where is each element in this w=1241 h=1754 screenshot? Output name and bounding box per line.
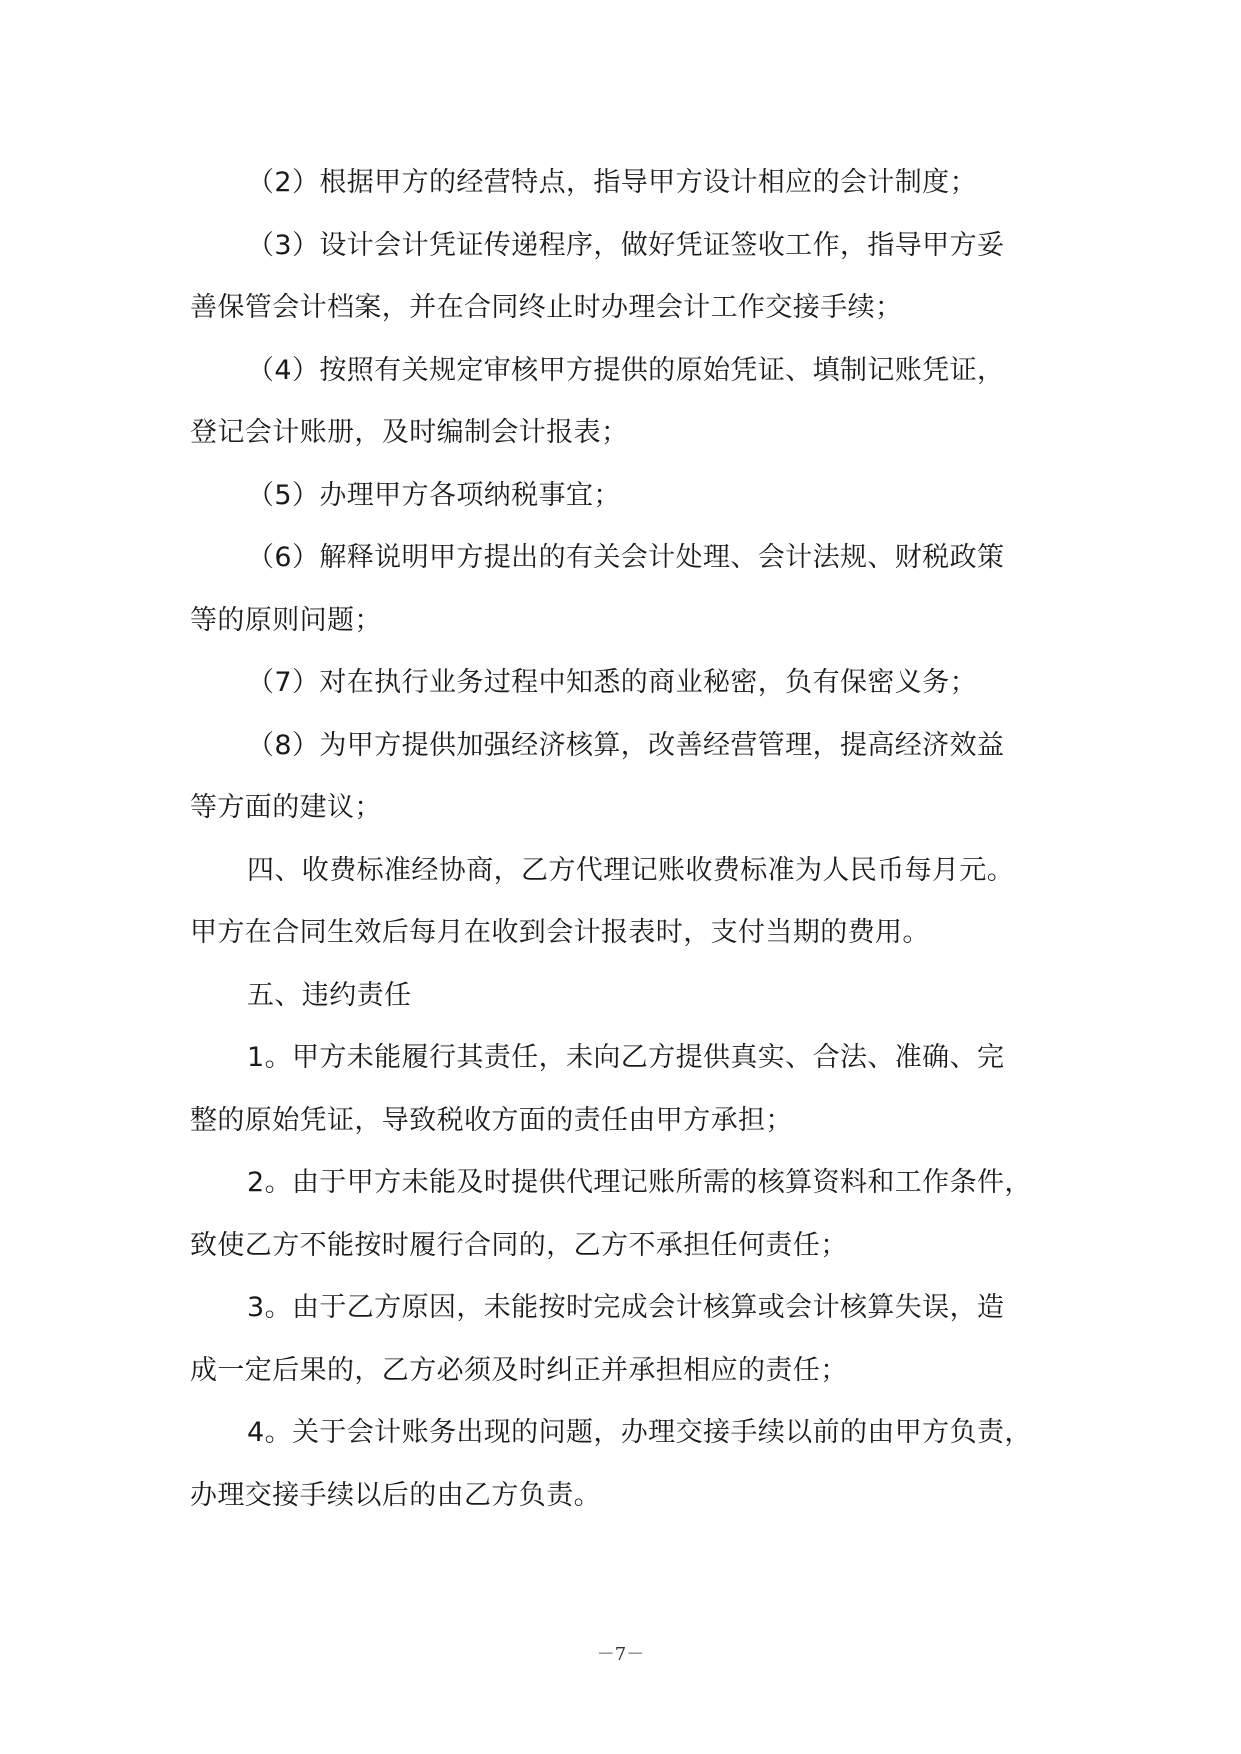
paragraph-line: （2）根据甲方的经营特点，指导甲方设计相应的会计制度； bbox=[247, 167, 977, 198]
paragraph-line: 致使乙方不能按时履行合同的，乙方不承担任何责任； bbox=[190, 1229, 848, 1261]
paragraph-line: 办理交接手续以后的由乙方负责。 bbox=[190, 1479, 601, 1511]
paragraph-line: 甲方在合同生效后每月在收到会计报表时，支付当期的费用。 bbox=[190, 917, 930, 948]
paragraph bbox=[190, 1152, 1060, 1277]
paragraph-line: （4）按照有关规定审核甲方提供的原始凭证、填制记账凭证， bbox=[247, 354, 1005, 386]
paragraph-line: 成一定后果的，乙方必须及时纠正并承担相应的责任； bbox=[190, 1354, 848, 1386]
paragraph-line: （7）对在执行业务过程中知悉的商业秘密，负有保密义务； bbox=[247, 667, 977, 698]
paragraph-line: 2。由于甲方未能及时提供代理记账所需的核算资料和工作条件， bbox=[247, 1167, 1032, 1198]
document-body bbox=[190, 152, 1060, 1527]
paragraph bbox=[190, 652, 1060, 715]
paragraph-line: 3。由于乙方原因，未能按时完成会计核算或会计核算失误，造 bbox=[247, 1292, 1005, 1323]
paragraph-line: 4。关于会计账务出现的问题，办理交接手续以前的由甲方负责， bbox=[247, 1417, 1032, 1448]
paragraph-line: 等方面的建议； bbox=[190, 792, 382, 823]
paragraph bbox=[190, 215, 1060, 340]
paragraph bbox=[190, 840, 1060, 965]
paragraph bbox=[190, 715, 1060, 840]
paragraph-line: 1。甲方未能履行其责任，未向乙方提供真实、合法、准确、完 bbox=[247, 1042, 1005, 1073]
paragraph-line: （8）为甲方提供加强经济核算，改善经营管理，提高经济效益 bbox=[247, 729, 1005, 761]
paragraph-line: （6）解释说明甲方提出的有关会计处理、会计法规、财税政策 bbox=[247, 542, 1005, 573]
paragraph-line: 等的原则问题； bbox=[190, 604, 382, 636]
paragraph bbox=[190, 152, 1060, 215]
paragraph-line: 整的原始凭证，导致税收方面的责任由甲方承担； bbox=[190, 1104, 793, 1136]
paragraph-line: （5）办理甲方各项纳税事宜； bbox=[247, 479, 621, 511]
paragraph-line: 登记会计账册，及时编制会计报表； bbox=[190, 417, 629, 448]
page-number: －7－ bbox=[596, 1644, 645, 1665]
paragraph-line: 善保管会计档案，并在合同终止时办理会计工作交接手续； bbox=[190, 292, 903, 323]
paragraph bbox=[190, 1027, 1060, 1152]
paragraph-line: 五、违约责任 bbox=[247, 979, 412, 1011]
paragraph bbox=[190, 1402, 1060, 1527]
paragraph-line: 四、收费标准经协商，乙方代理记账收费标准为人民币每月元。 bbox=[247, 854, 1015, 886]
paragraph bbox=[190, 1277, 1060, 1402]
paragraph bbox=[190, 465, 1060, 528]
paragraph bbox=[190, 527, 1060, 652]
section-heading bbox=[190, 965, 1060, 1028]
paragraph-line: （3）设计会计凭证传递程序，做好凭证签收工作，指导甲方妥 bbox=[247, 229, 1005, 261]
paragraph bbox=[190, 340, 1060, 465]
